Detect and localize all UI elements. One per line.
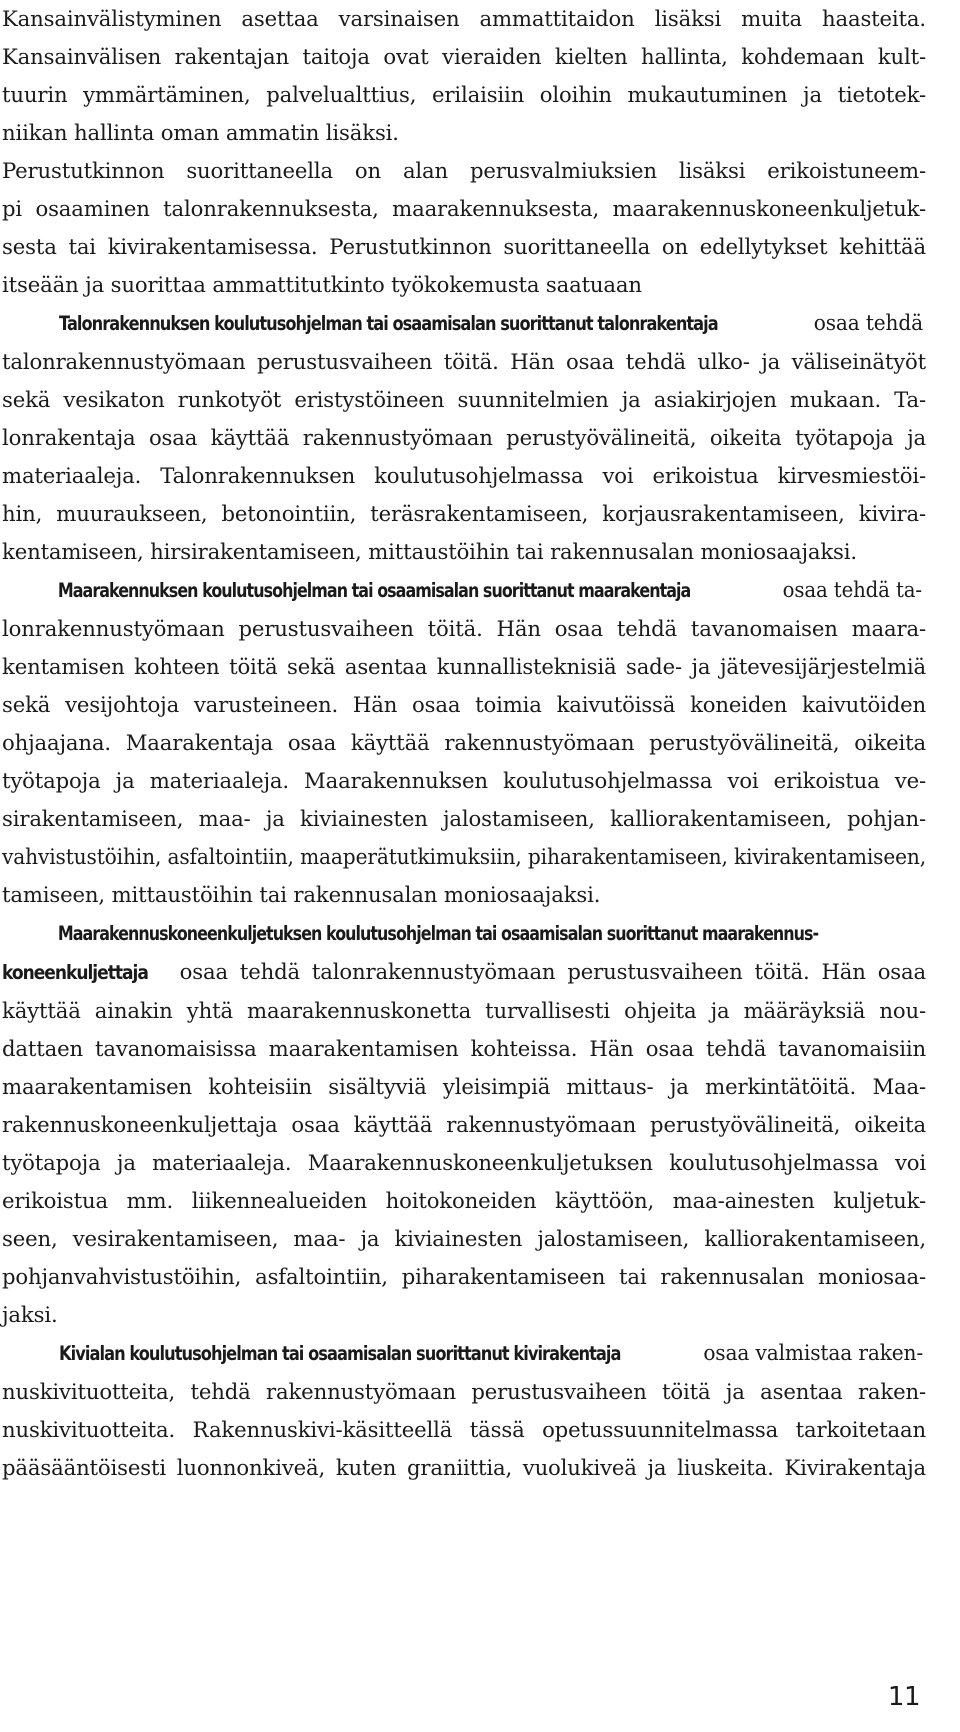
text-line: itseään ja suorittaa ammattitutkinto työkokemusta saatuaan (2, 272, 642, 297)
paragraph-intro (2, 0, 926, 152)
text-line: niikan hallinta oman ammatin lisäksi. (2, 120, 399, 145)
section-heading-talonrakentaja: Talonrakennuksen koulutusohjelman tai osaamisalan suorittanut talonrakentaja (58, 312, 718, 335)
text-line: pohjanvahvistustöihin, asfaltointiin, piharakentamiseen tai rakennusalan moniosaa- (2, 1264, 926, 1289)
text-line: sekä vesijohtoja varusteineen. Hän osaa toimia kaivutöissä koneiden kaivutöiden (2, 692, 926, 717)
text-line: seen, vesirakentamiseen, maa- ja kiviainesten jalostamiseen, kalliorakentamiseen, (2, 1226, 926, 1251)
text-fragment: osaa valmistaa raken- (697, 1340, 924, 1365)
text-line: nuskivituotteita. Rakennuskivi-käsitteellä tässä opetussuunnitelmassa tarkoitetaan (2, 1417, 926, 1442)
text-line: materiaaleja. Talonrakennuksen koulutusohjelmassa voi erikoistua kirvesmiestöi- (2, 463, 926, 488)
text-line: Kansainvälisen rakentajan taitoja ovat vieraiden kielten hallinta, kohdemaan kult- (2, 44, 926, 69)
text-line: maarakentamisen kohteisiin sisältyviä yleisimpiä mittaus- ja merkintätöitä. Maa- (2, 1074, 926, 1099)
section-heading-kivirakentaja: Kivialan koulutusohjelman tai osaamisalan suorittanut kivirakentaja (59, 1342, 621, 1365)
paragraph-kivirakentaja (2, 1334, 926, 1487)
section-heading-continuation: koneenkuljettaja (2, 961, 148, 984)
text-line: työtapoja ja materiaaleja. Maarakennuskoneenkuljetuksen koulutusohjelmassa voi (2, 1150, 926, 1175)
text-fragment: osaa tehdä (807, 310, 923, 335)
text-line: kentamiseen, hirsirakentamiseen, mittaustöihin tai rakennusalan moniosaajaksi. (2, 539, 857, 564)
text-line: lonrakennustyömaan perustusvaiheen töitä. Hän osaa tehdä tavanomaisen maara- (2, 616, 926, 641)
section-heading-maarakennuskoneenkuljettaja: Maarakennuskoneenkuljetuksen koulutusohjelman tai osaamisalan suorittanut maarakennus- (57, 922, 819, 945)
text-line: jaksi. (2, 1302, 58, 1327)
page-number: 11 (887, 1682, 920, 1712)
paragraph-maarakentaja (2, 571, 926, 914)
text-fragment: osaa tehdä ta- (776, 577, 922, 602)
text-line: nuskivituotteita, tehdä rakennustyömaan perustusvaiheen töitä ja asentaa raken- (2, 1379, 926, 1404)
text-line: rakennuskoneenkuljettaja osaa käyttää rakennustyömaan perustyövälineitä, oikeita (2, 1112, 926, 1137)
text-line: hin, muuraukseen, betonointiin, teräsrakentamiseen, korjausrakentamiseen, kivira- (2, 501, 926, 526)
text-line: käyttää ainakin yhtä maarakennuskonetta turvallisesti ohjeita ja määräyksiä nou- (2, 998, 926, 1023)
text-line: sirakentamiseen, maa- ja kiviainesten jalostamiseen, kalliorakentamiseen, pohjan- (2, 806, 926, 831)
text-line: sekä vesikaton runkotyöt eristystöineen suunnitelmien ja asiakirjojen mukaan. Ta- (2, 387, 926, 412)
text-line: tuurin ymmärtäminen, palvelualttius, erilaisiin oloihin mukautuminen ja tietotek- (2, 82, 926, 107)
text-line: erikoistua mm. liikennealueiden hoitokoneiden käyttöön, maa-ainesten kuljetuk- (2, 1188, 926, 1213)
text-line: pääsääntöisesti luonnonkiveä, kuten graniittia, vuolukiveä ja liuskeita. Kivirakentaja (2, 1455, 926, 1480)
text-line: dattaen tavanomaisissa maarakentamisen kohteissa. Hän osaa tehdä tavanomaisiin (2, 1036, 926, 1061)
paragraph-perustutkinto (2, 152, 926, 304)
text-line: ohjaajana. Maarakentaja osaa käyttää rakennustyömaan perustyövälineitä, oikeita (2, 730, 926, 755)
text-line: pi osaaminen talonrakennuksesta, maarakennuksesta, maarakennuskoneenkuljetuk- (2, 196, 926, 221)
text-line: kentamisen kohteen töitä sekä asentaa kunnallisteknisiä sade- ja jätevesijärjestelmiä (2, 654, 926, 679)
text-line (2, 953, 926, 992)
paragraph-maarakennuskoneenkuljettaja (2, 914, 926, 1334)
text-line: vahvistustöihin, asfaltointiin, maaperätutkimuksiin, piharakentamiseen, kivirakentamiseen, (2, 844, 926, 869)
paragraph-talonrakentaja (2, 304, 926, 571)
text-line: talonrakennustyömaan perustusvaiheen töitä. Hän osaa tehdä ulko- ja väliseinätyöt (2, 349, 926, 374)
text-line: Kansainvälistyminen asettaa varsinaisen ammattitaidon lisäksi muita haasteita. (2, 6, 926, 31)
text-line (2, 304, 960, 343)
text-line (2, 914, 960, 953)
text-line (2, 571, 960, 610)
text-line: tamiseen, mittaustöihin tai rakennusalan moniosaajaksi. (2, 882, 601, 907)
text-line (2, 1334, 960, 1373)
text-line: sesta tai kivirakentamisessa. Perustutkinnon suorittaneella on edellytykset kehittää (2, 234, 926, 259)
text-fragment: osaa tehdä talonrakennustyömaan perustusvaiheen töitä. Hän osaa (167, 959, 926, 984)
text-line: lonrakentaja osaa käyttää rakennustyömaan perustyövälineitä, oikeita työtapoja ja (2, 425, 926, 450)
section-heading-maarakentaja: Maarakennuksen koulutusohjelman tai osaamisalan suorittanut maarakentaja (57, 579, 691, 602)
text-line: Perustutkinnon suorittaneella on alan perusvalmiuksien lisäksi erikoistuneem- (2, 158, 926, 183)
text-line: työtapoja ja materiaaleja. Maarakennuksen koulutusohjelmassa voi erikoistua ve- (2, 768, 926, 793)
